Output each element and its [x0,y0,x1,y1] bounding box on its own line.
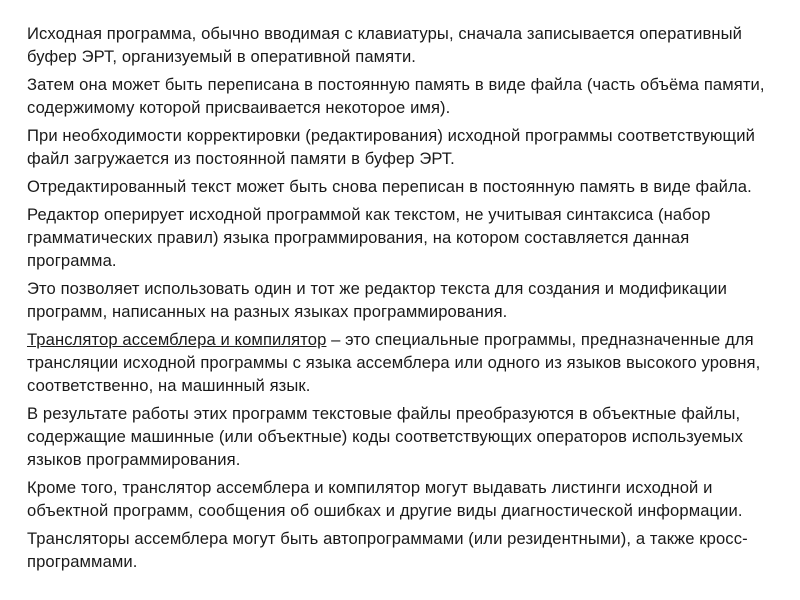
paragraph-text: Отредактированный текст может быть снова переписан в постоянную память в виде файла. [27,177,752,196]
paragraph-text: В результате работы этих программ текстовые файлы преобразуются в объектные файлы, содержащие машинные (или объектные) коды соответствующих операторов используемых языков программирования. [27,404,744,469]
paragraph-text: Затем она может быть переписана в постоянную память в виде файла (часть объёма памяти, содержимому которой присваивается некоторое имя). [27,75,765,117]
paragraph-6 [27,277,777,323]
paragraph-text: – это специальные программы, предназначенные для трансляции исходной программы с языка ассемблера или одного из языков высокого уровня, соответственно, на машинный язык. [27,330,761,395]
paragraph-9 [27,476,777,522]
paragraph-text: Исходная программа, обычно вводимая с клавиатуры, сначала записывается оперативный буфер ЭРТ, организуемый в оперативной памяти. [27,24,743,66]
paragraph-10 [27,527,777,573]
paragraph-text: Кроме того, транслятор ассемблера и компилятор могут выдавать листинги исходной и объектной программ, сообщения об ошибках и другие виды диагностической информации. [27,478,743,520]
paragraph-5 [27,203,777,272]
underlined-term: Транслятор ассемблера и компилятор [27,330,327,349]
paragraph-2 [27,73,777,119]
paragraph-text: Трансляторы ассемблера могут быть автопрограммами (или резидентными), а также кросс-программами. [27,529,748,571]
paragraph-4 [27,175,777,198]
paragraph-7 [27,328,777,397]
paragraph-3 [27,124,777,170]
paragraph-text: Это позволяет использовать один и тот же редактор текста для создания и модификации программ, написанных на разных языках программирования. [27,279,727,321]
paragraph-text: При необходимости корректировки (редактирования) исходной программы соответствующий файл загружается из постоянной памяти в буфер ЭРТ. [27,126,756,168]
text-body [27,22,777,578]
paragraph-8 [27,402,777,471]
paragraph-text: Редактор оперирует исходной программой как текстом, не учитывая синтаксиса (набор грамматических правил) языка программирования, на котором составляется данная программа. [27,205,711,270]
paragraph-1 [27,22,777,68]
